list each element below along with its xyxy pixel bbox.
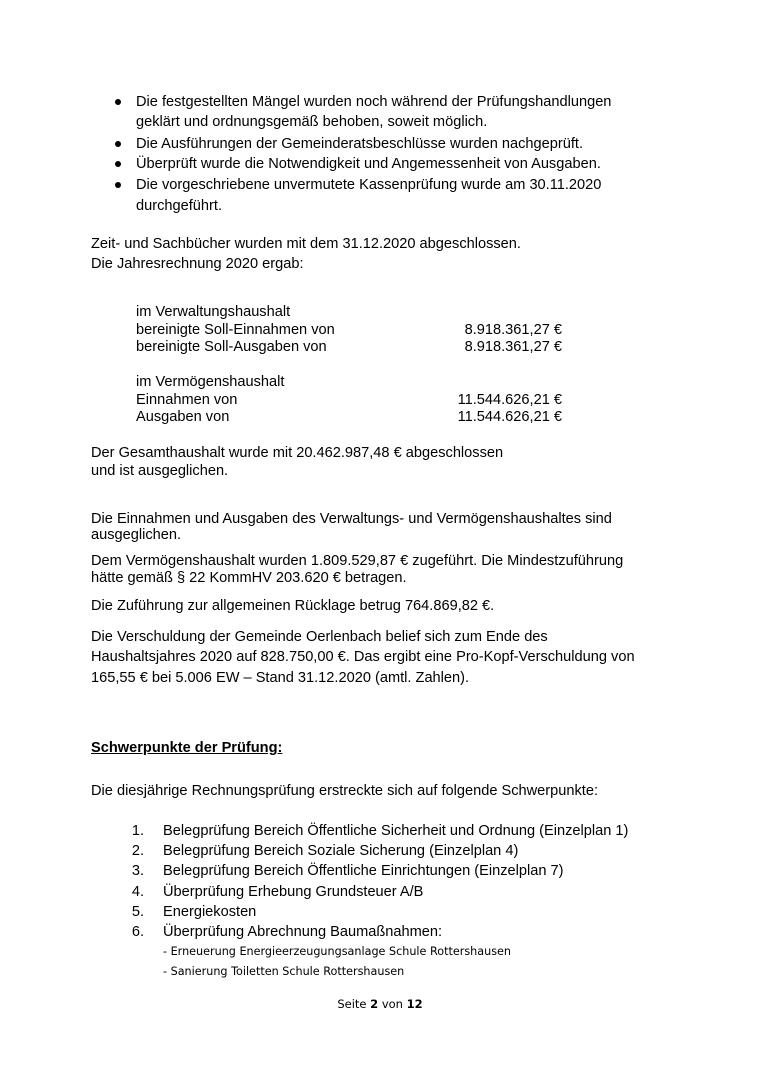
paragraph-2-line-1: Dem Vermögenshaushalt wurden 1.809.529,87 € zugeführt. Die Mindestzuführung (91, 553, 624, 569)
bullet-dot (115, 99, 121, 105)
paragraph-1-line-1: Die Einnahmen und Ausgaben des Verwaltungs- und Vermögenshaushaltes sind (91, 511, 612, 527)
list-number: 4. (131, 884, 144, 900)
list-item: Belegprüfung Bereich Öffentliche Einrichtungen (Einzelplan 7) (163, 863, 564, 879)
verwaltung-row-label: bereinigte Soll-Ausgaben von (136, 339, 327, 355)
bullet-item-1-line-2: geklärt und ordnungsgemäß behoben, soweit möglich. (136, 114, 488, 130)
sub-list-item: - Sanierung Toiletten Schule Rottershausen (163, 965, 405, 978)
sub-list-item: - Erneuerung Energieerzeugungsanlage Schule Rottershausen (163, 945, 511, 958)
list-number: 5. (131, 904, 144, 920)
list-number: 3. (131, 863, 144, 879)
list-item: Belegprüfung Bereich Soziale Sicherung (Einzelplan 4) (163, 843, 519, 859)
verwaltung-row-label: bereinigte Soll-Einnahmen von (136, 322, 335, 338)
list-item: Überprüfung Erhebung Grundsteuer A/B (163, 884, 424, 900)
list-item: Energiekosten (163, 904, 257, 920)
gesamt-line-2: und ist ausgeglichen. (91, 463, 229, 479)
list-item: Überprüfung Abrechnung Baumaßnahmen: (163, 924, 443, 940)
verwaltung-row-value: 8.918.361,27 € (464, 339, 562, 355)
paragraph-3: Die Zuführung zur allgemeinen Rücklage betrug 764.869,82 €. (91, 598, 495, 614)
paragraph-4-line-1: Die Verschuldung der Gemeinde Oerlenbach belief sich zum Ende des (91, 629, 548, 645)
vermoegen-row-label: Einnahmen von (136, 392, 238, 408)
verwaltung-row-value: 8.918.361,27 € (464, 322, 562, 338)
section-heading: Schwerpunkte der Prüfung: (91, 740, 283, 756)
bullet-item-1-line-1: Die festgestellten Mängel wurden noch während der Prüfungshandlungen (136, 94, 612, 110)
bullet-item-4-line-2: durchgeführt. (136, 198, 222, 214)
vermoegen-row-value: 11.544.626,21 € (457, 392, 562, 408)
list-number: 6. (131, 924, 144, 940)
verwaltung-title: im Verwaltungshaushalt (136, 304, 291, 320)
paragraph-1-line-2: ausgeglichen. (91, 527, 182, 543)
list-item: Belegprüfung Bereich Öffentliche Sicherheit und Ordnung (Einzelplan 1) (163, 823, 629, 839)
list-number: 2. (131, 843, 144, 859)
intro-line-2: Die Jahresrechnung 2020 ergab: (91, 256, 304, 272)
paragraph-4-line-3: 165,55 € bei 5.006 EW – Stand 31.12.2020 (amtl. Zahlen). (91, 670, 470, 686)
bullet-item-4-line-1: Die vorgeschriebene unvermutete Kassenprüfung wurde am 30.11.2020 (136, 177, 602, 193)
footer-prefix: Seite (337, 997, 367, 1011)
bullet-dot (115, 141, 121, 147)
vermoegen-row-value: 11.544.626,21 € (457, 409, 562, 425)
bullet-item-3: Überprüft wurde die Notwendigkeit und Angemessenheit von Ausgaben. (136, 156, 601, 172)
bullet-dot (115, 182, 121, 188)
bullet-item-2: Die Ausführungen der Gemeinderatsbeschlüsse wurden nachgeprüft. (136, 136, 584, 152)
vermoegen-row-label: Ausgaben von (136, 409, 230, 425)
footer-page-number: 2 (370, 997, 379, 1011)
gesamt-line-1: Der Gesamthaushalt wurde mit 20.462.987,48 € abgeschlossen (91, 445, 504, 461)
section-intro: Die diesjährige Rechnungsprüfung erstreckte sich auf folgende Schwerpunkte: (91, 783, 599, 799)
vermoegen-title: im Vermögenshaushalt (136, 374, 285, 390)
intro-line-1: Zeit- und Sachbücher wurden mit dem 31.12.2020 abgeschlossen. (91, 236, 521, 252)
page-footer (0, 994, 760, 1014)
bullet-dot (115, 161, 121, 167)
paragraph-4-line-2: Haushaltsjahres 2020 auf 828.750,00 €. Das ergibt eine Pro-Kopf-Verschuldung von (91, 649, 635, 665)
paragraph-2-line-2: hätte gemäß § 22 KommHV 203.620 € betragen. (91, 570, 407, 586)
footer-total-pages: 12 (406, 997, 423, 1011)
footer-middle: von (381, 997, 403, 1011)
list-number: 1. (131, 823, 144, 839)
